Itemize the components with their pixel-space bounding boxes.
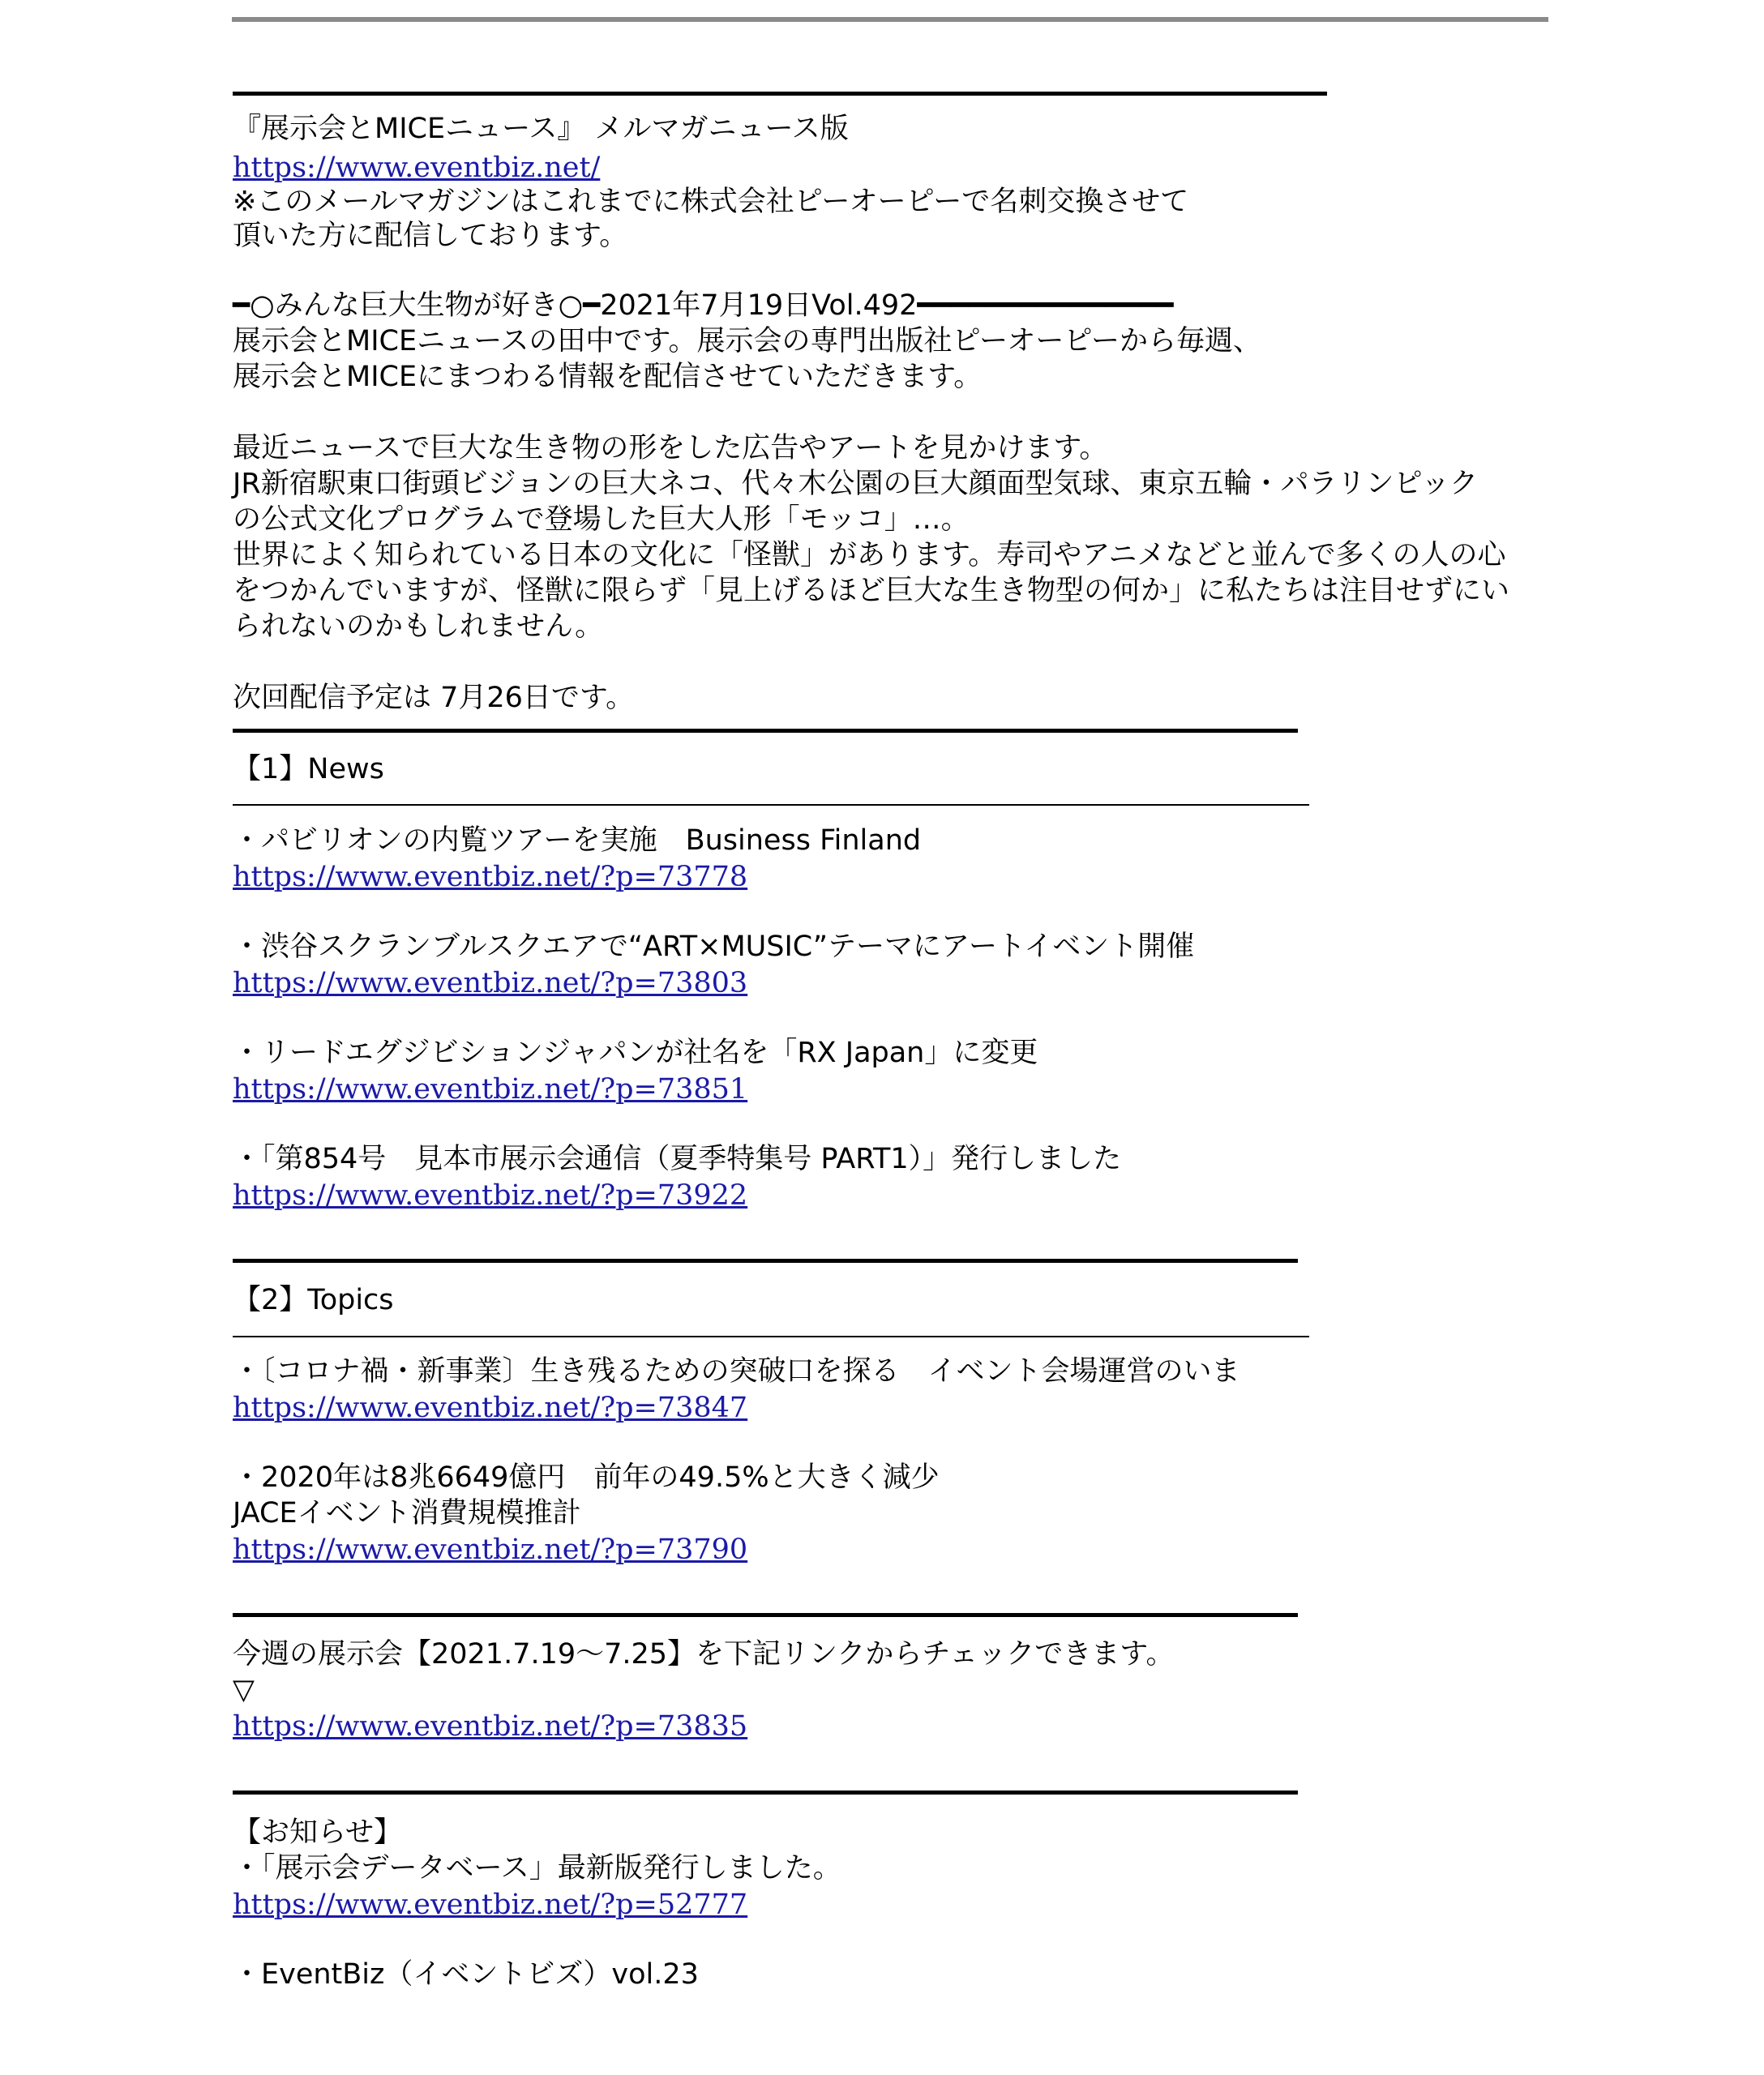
editorial-line-4: 世界によく知られている日本の文化に「怪獣」があります。寿司やアニメなどと並んで多くの人の心 [233,539,1506,571]
section-rule [233,729,1298,733]
page-top-rule [232,17,1548,22]
weekly-exhibitions-link[interactable]: https://www.eventbiz.net/?p=73835 [233,1710,748,1743]
section-dash-rule [233,804,1309,806]
topics-item-title: ・〔コロナ禍・新事業〕生き残るための突破口を探る イベント会場運営のいま [233,1355,1240,1388]
header-rule [233,92,1327,96]
editorial-line-5: をつかんでいますが、怪獣に限らず「見上げるほど巨大な生き物型の何か」に私たちは注目せずにい [233,575,1510,607]
section-rule [233,1259,1298,1263]
down-triangle-icon: ▽ [233,1674,255,1706]
editorial-line-6: られないのかもしれません。 [233,610,604,643]
news-item-title: ・渋谷スクランブルスクエアで“ART×MUSIC”テーマにアートイベント開催 [233,931,1195,963]
distribution-notice-line-2: 頂いた方に配信しております。 [233,220,628,252]
news-item-link[interactable]: https://www.eventbiz.net/?p=73803 [233,967,748,999]
editorial-line-1: 最近ニュースで巨大な生き物の形をした広告やアートを見かけます。 [233,432,1108,464]
intro-line-1: 展示会とMICEニュースの田中です。展示会の専門出版社ピーオーピーから毎週、 [233,325,1262,357]
notice-item-link[interactable]: https://www.eventbiz.net/?p=52777 [233,1889,748,1921]
editorial-line-2: JR新宿駅東口街頭ビジョンの巨大ネコ、代々木公園の巨大顔面型気球、東京五輪・パラリンピック [233,468,1479,500]
topics-item-title: ・2020年は8兆6649億円 前年の49.5%と大きく減少 [233,1461,940,1494]
news-item-link[interactable]: https://www.eventbiz.net/?p=73851 [233,1073,748,1106]
section-dash-rule [233,1336,1309,1337]
newsletter-title: 『展示会とMICEニュース』 メルマガニュース版 [233,113,849,145]
intro-line-2: 展示会とMICEにまつわる情報を配信させていただきます。 [233,361,983,393]
topics-item-subtitle: JACEイベント消費規模推計 [233,1497,581,1530]
section-rule [233,1790,1298,1795]
news-item-link[interactable]: https://www.eventbiz.net/?p=73922 [233,1179,748,1212]
section-rule [233,1613,1298,1617]
news-item-link[interactable]: https://www.eventbiz.net/?p=73778 [233,861,748,893]
editorial-line-3: の公式文化プログラムで登場した巨大人形「モッコ」…。 [233,503,970,536]
news-item-title: ・「第854号 見本市展示会通信（夏季特集号 PART1）」発行しました [233,1143,1122,1175]
notices-heading: 【お知らせ】 [233,1816,402,1849]
distribution-notice-line-1: ※このメールマガジンはこれまでに株式会社ピーオーピーで名刺交換させて [233,186,1189,218]
topics-item-link[interactable]: https://www.eventbiz.net/?p=73790 [233,1534,748,1566]
topics-heading: 【2】Topics [233,1284,394,1316]
weekly-exhibitions-text: 今週の展示会【2021.7.19〜7.25】を下記リンクからチェックできます。 [233,1638,1175,1671]
topics-item-link[interactable]: https://www.eventbiz.net/?p=73847 [233,1392,748,1424]
issue-headline: ━○みんな巨大生物が好き○━2021年7月19日Vol.492━━━━━━━━━━━━━━━ [233,289,1174,322]
notice-item-title: ・「展示会データベース」最新版発行しました。 [233,1852,841,1885]
news-item-title: ・パビリオンの内覧ツアーを実施 Business Finland [233,824,922,857]
notice-item-title: ・EventBiz（イベントビズ）vol.23 [233,1958,699,1991]
site-link[interactable]: https://www.eventbiz.net/ [233,152,601,184]
news-item-title: ・リードエグジビションジャパンが社名を「RX Japan」に変更 [233,1037,1038,1069]
news-heading: 【1】News [233,753,384,785]
next-delivery-note: 次回配信予定は 7月26日です。 [233,682,635,714]
